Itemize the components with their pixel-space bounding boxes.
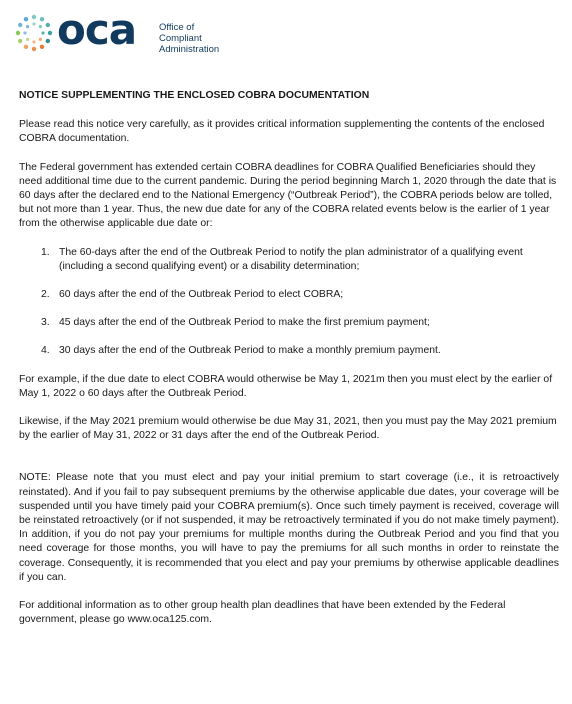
list-item [19, 344, 559, 358]
list-item [19, 288, 559, 302]
list-item-number: 4. [41, 345, 50, 357]
list-item-text: 45 days after the end of the Outbreak Period to make the first premium payment; [59, 317, 430, 329]
additional-info-paragraph: For additional information as to other group health plan deadlines that have been extended by the Federal government, please go www.oca125.com. [19, 600, 506, 626]
example-paragraph: For example, if the due date to elect COBRA would otherwise be May 1, 2021m then you must elect by the earlier of May 1, 2022 o 60 days after the Outbreak Period. [19, 373, 553, 399]
oca-logo [14, 5, 254, 55]
list-item [19, 246, 559, 274]
list-item-number: 3. [41, 317, 50, 329]
list-item-number: 1. [41, 246, 50, 258]
brand-subtitle-line: Office of [159, 22, 195, 33]
tolled-deadlines-list [19, 246, 559, 359]
list-item-number: 2. [41, 289, 50, 301]
spacer [19, 457, 559, 471]
list-item-text: The 60-days after the end of the Outbreak Period to notify the plan administrator of a qualifying event (including a second qualifying event) or a disability determination; [59, 246, 523, 272]
note-paragraph: NOTE: Please note that you must elect and pay your initial premium to start coverage (i.e., it is retroactively reinstated). And if you fail to pay subsequent premiums by the otherwise applicable due dates, your coverage will be suspended until you have timely paid your COBRA premium(s). Once such timely payment is received, coverage will be reinstated retroactively (or if not suspended, it may be retroactively terminated if you do not make timely payment). In addition, if you do not pay your premiums for multiple months during the Outbreak Period and you find that you need coverage for those months, you will have to pay the premiums for all such months in order to reinstate the coverage. Consequently, it is recommended that you elect and pay your premiums by otherwise applicable deadlines if you can. [19, 472, 559, 583]
dotted-circle-logo-icon [14, 13, 54, 53]
list-item-text: 60 days after the end of the Outbreak Period to elect COBRA; [59, 289, 344, 301]
notice-body [19, 89, 559, 641]
brand-subtitle-line: Administration [159, 44, 220, 55]
example-paragraph: Likewise, if the May 2021 premium would otherwise be due May 31, 2021, then you must pay the May 2021 premium by the earlier of May 31, 2022 or 31 days after the end of the Outbreak Period. [19, 416, 557, 442]
intro-paragraph: Please read this notice very carefully, as it provides critical information supplementing the contents of the enclosed COBRA documentation. [19, 119, 545, 145]
notice-title: NOTICE SUPPLEMENTING THE ENCLOSED COBRA DOCUMENTATION [19, 90, 370, 101]
brand-wordmark: oca [57, 5, 137, 54]
federal-extension-paragraph: The Federal government has extended certain COBRA deadlines for COBRA Qualified Beneficiaries should they need additional time due to the current pandemic. During the period beginning March 1, 2020 through the date that is 60 days after the declared end to the National Emergency (“Outbreak Period”), the COBRA periods below are tolled, but not more than 1 year. Thus, the new due date for any of the COBRA related events below is the earlier of 1 year from the otherwise applicable due date or: [19, 161, 557, 230]
list-item [19, 316, 559, 330]
list-item-text: 30 days after the end of the Outbreak Period to make a monthly premium payment. [59, 345, 441, 357]
brand-subtitle-line: Compliant [159, 33, 202, 44]
brand-subtitle [159, 22, 219, 55]
